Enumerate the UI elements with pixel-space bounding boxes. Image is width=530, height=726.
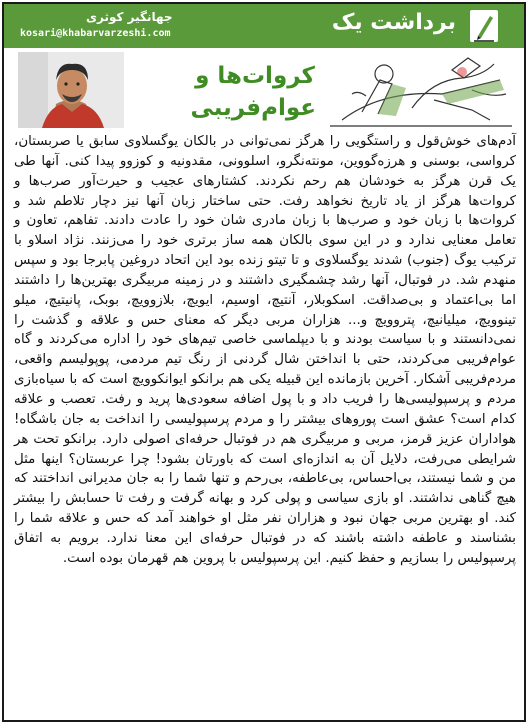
article-paragraph: آدم‌های خوش‌قول و راستگویی را هرگز نمی‌توانی در بالکان یوگسلاوی سابق یا صربستان، کرواسی، بوسنی و هرزه‌گووین، مونته‌نگرو، اسلوونی، مقدونیه و کوزوو پیدا کنی. آنها طی یک قرن هرگز به خودشان هم رحم نکردند. کشتارهای عجیب و حیرت‌آور صرب‌ها و کروات‌ها هرگز از یاد تاریخ نخواهد رفت. حتی ساختار زبان آنها نیز دچار تلاطم شد و کروات‌ها با زبان خود و صرب‌ها با زبان مادری شان خود را عادت دادند. تفاهم، تعاون و تعامل معنایی ندارد و در این سوی بالکان همه ساز برتری خود را می‌زنند. نژاد اسلاو با ترکیب یوگ (جنوب) شدند یوگسلاوی و تا تیتو زنده بود این اتحاد دروغین پابرجا بود و سپس منهدم شد. در فوتبال، آنها رشد چشمگیری داشتند و در زمینه مربیگری بهترین‌ها را داشتند اما بی‌اعتماد و بی‌صداقت. اسکوبلار، آنتیچ، اوسیم، ایویچ، بلازوویچ، بوبک، پانیتیچ، میلو تینوویچ، میلیانیچ، پتروویچ و... هزاران مربی دیگر که معنای حس و علاقه و گذشت را نمی‌دانستند و با سیاست بودند و با دیپلماسی خاصی تیم‌های خود را اداره می‌کردند و گاه عوام‌فریبی می‌کردند، حتی با انداختن شال گردنی از رنگ تیم مردمی، پوپولیسم واقعی، مردم‌فریبی آشکار. آخرین بازمانده این قبیله یکی هم برانکو ایوانکوویچ است که با سیاه‌بازی مردم و پرسپولیسی‌ها را فریب داد و با پول اضافه سعودی‌ها پرید و رفت. تعصب و علاقه کدام است؟ عشق است پوروهای بیشتر را و مردم پرسپولیسی را انداخت به جان باشگاه! هواداران عزیز قرمز، مربی و مربیگری هم در فوتبال حرفه‌ای اصولی دارد. برانکو تحت هر شرایطی می‌رفت، دلایل آن به اندازه‌ای است که باورتان بشود! چرا عربستان؟ اینها مثل من و شما نیستند، بی‌احساس، بی‌عاطفه، بی‌رحم و تنها شما را به جان مدیرانی انداختند که هیچ گناهی نداشتند. او بازی سیاسی و پولی کرد و بهانه گرفت و رفت تا حسابش را بیشتر کند. او بهترین مربی جهان نبود و هزاران نفر مثل او خواهند آمد که حس و علاقه شما را بشناسند و عاطفه داشته باشند که در فوتبال حرفه‌ای این معنا ندارد. برویم به اتفاق پرسپولیس را بسازیم و حفظ کنیم. این پرسپولیس با پروین هم قهرمان بوده است. <box>14 134 516 566</box>
headline-line-2: عوام‌فریبی <box>190 95 316 121</box>
fountain-pen-icon <box>468 8 500 44</box>
author-name: جهانگیر کوثری <box>86 10 173 24</box>
article-body <box>14 132 516 569</box>
article-headline <box>190 60 316 124</box>
column-header <box>4 4 524 48</box>
column-title: برداشت یک <box>331 10 456 35</box>
author-photo <box>18 52 124 128</box>
sketch-illustration <box>322 50 522 132</box>
headline-line-1: کروات‌ها و <box>195 63 315 89</box>
author-email: kosari@khabarvarzeshi.com <box>20 28 171 39</box>
column-frame <box>2 2 526 722</box>
